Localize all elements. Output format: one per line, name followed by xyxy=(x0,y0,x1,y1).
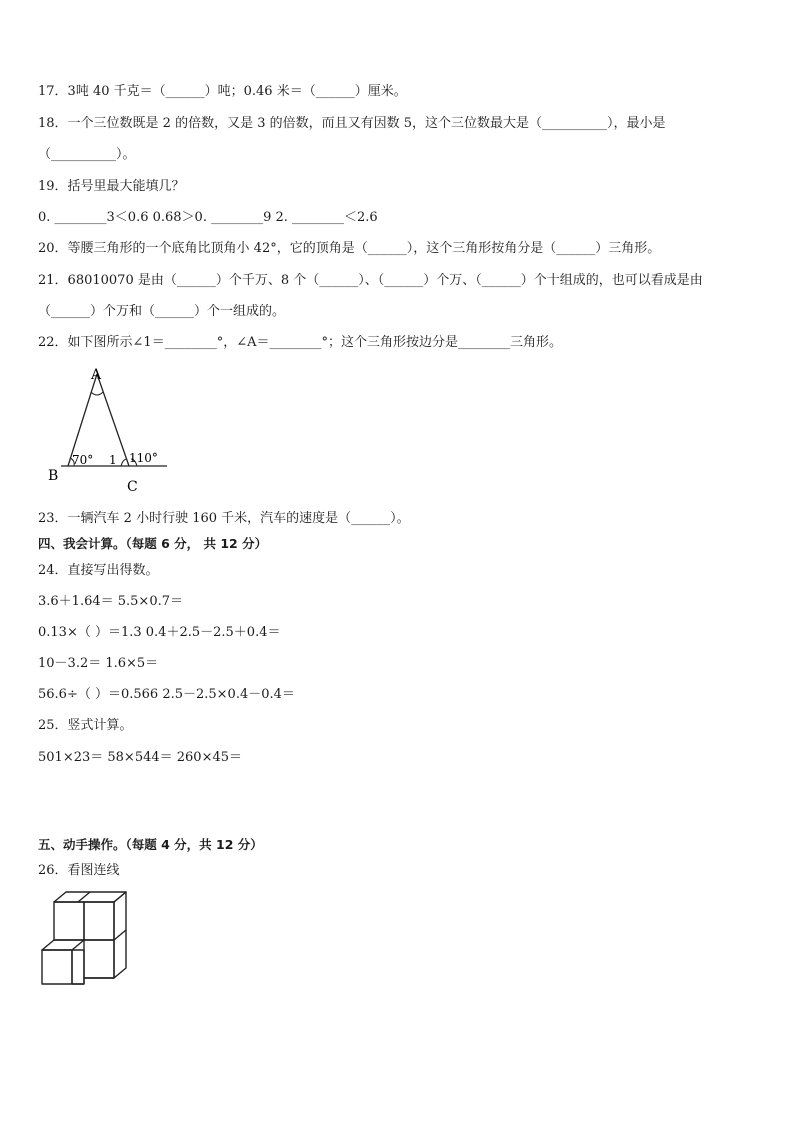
exterior-angle-label: 110° xyxy=(129,451,158,465)
question-25: 25．竖式计算。 xyxy=(38,718,133,733)
question-20: 20．等腰三角形的一个底角比顶角小 42°，它的顶角是（______），这个三角形按角分是（______）三角形。 xyxy=(38,241,661,256)
question-18: 18．一个三位数既是 2 的倍数，又是 3 的倍数，而且又有因数 5，这个三位数最大是（__________），最小是 xyxy=(38,116,666,131)
question-25-items: 501×23＝ 58×544＝ 260×45＝ xyxy=(38,750,243,765)
question-23: 23．一辆汽车 2 小时行驶 160 千米，汽车的速度是（______）。 xyxy=(38,511,410,526)
question-19-items: 0. ________3＜0.6 0.68＞0. ________9 2. ________＜2.6 xyxy=(38,210,378,225)
cube-stack-figure xyxy=(38,888,134,988)
vertex-c-label: C xyxy=(127,479,138,492)
question-24: 24．直接写出得数。 xyxy=(38,563,159,578)
question-24-row-2: 0.13×（ ）＝1.3 0.4＋2.5－2.5＋0.4＝ xyxy=(38,625,281,640)
vertex-a-label: A xyxy=(91,367,102,383)
question-24-row-1: 3.6＋1.64＝ 5.5×0.7＝ xyxy=(38,594,183,609)
question-26: 26．看图连线 xyxy=(38,863,120,878)
question-24-row-4: 56.6÷（ ）＝0.566 2.5－2.5×0.4－0.4＝ xyxy=(38,687,295,702)
question-22: 22．如下图所示∠1＝________°，∠A＝________°；这个三角形按边分是________三角形。 xyxy=(38,335,562,350)
angle-1-label: 1 xyxy=(109,453,117,467)
section-5-heading: 五、动手操作。（每题 4 分，共 12 分） xyxy=(38,837,263,852)
question-17: 17．3吨 40 千克＝（______）吨；0.46 米＝（______）厘米。 xyxy=(38,84,407,99)
question-19: 19．括号里最大能填几？ xyxy=(38,179,185,194)
vertex-b-label: B xyxy=(48,468,59,484)
question-21-continued: （______）个万和（______）个一组成的。 xyxy=(38,304,286,319)
section-4-heading: 四、我会计算。（每题 6 分， 共 12 分） xyxy=(38,536,268,551)
triangle-figure xyxy=(45,362,175,492)
question-24-row-3: 10－3.2＝ 1.6×5＝ xyxy=(38,656,159,671)
question-18-continued: （__________）。 xyxy=(38,147,136,162)
question-21: 21．68010070 是由（______）个千万、8 个（______）、（______）个万、（______）个十组成的，也可以看成是由 xyxy=(38,273,703,288)
angle-b-label: 70° xyxy=(72,453,94,467)
